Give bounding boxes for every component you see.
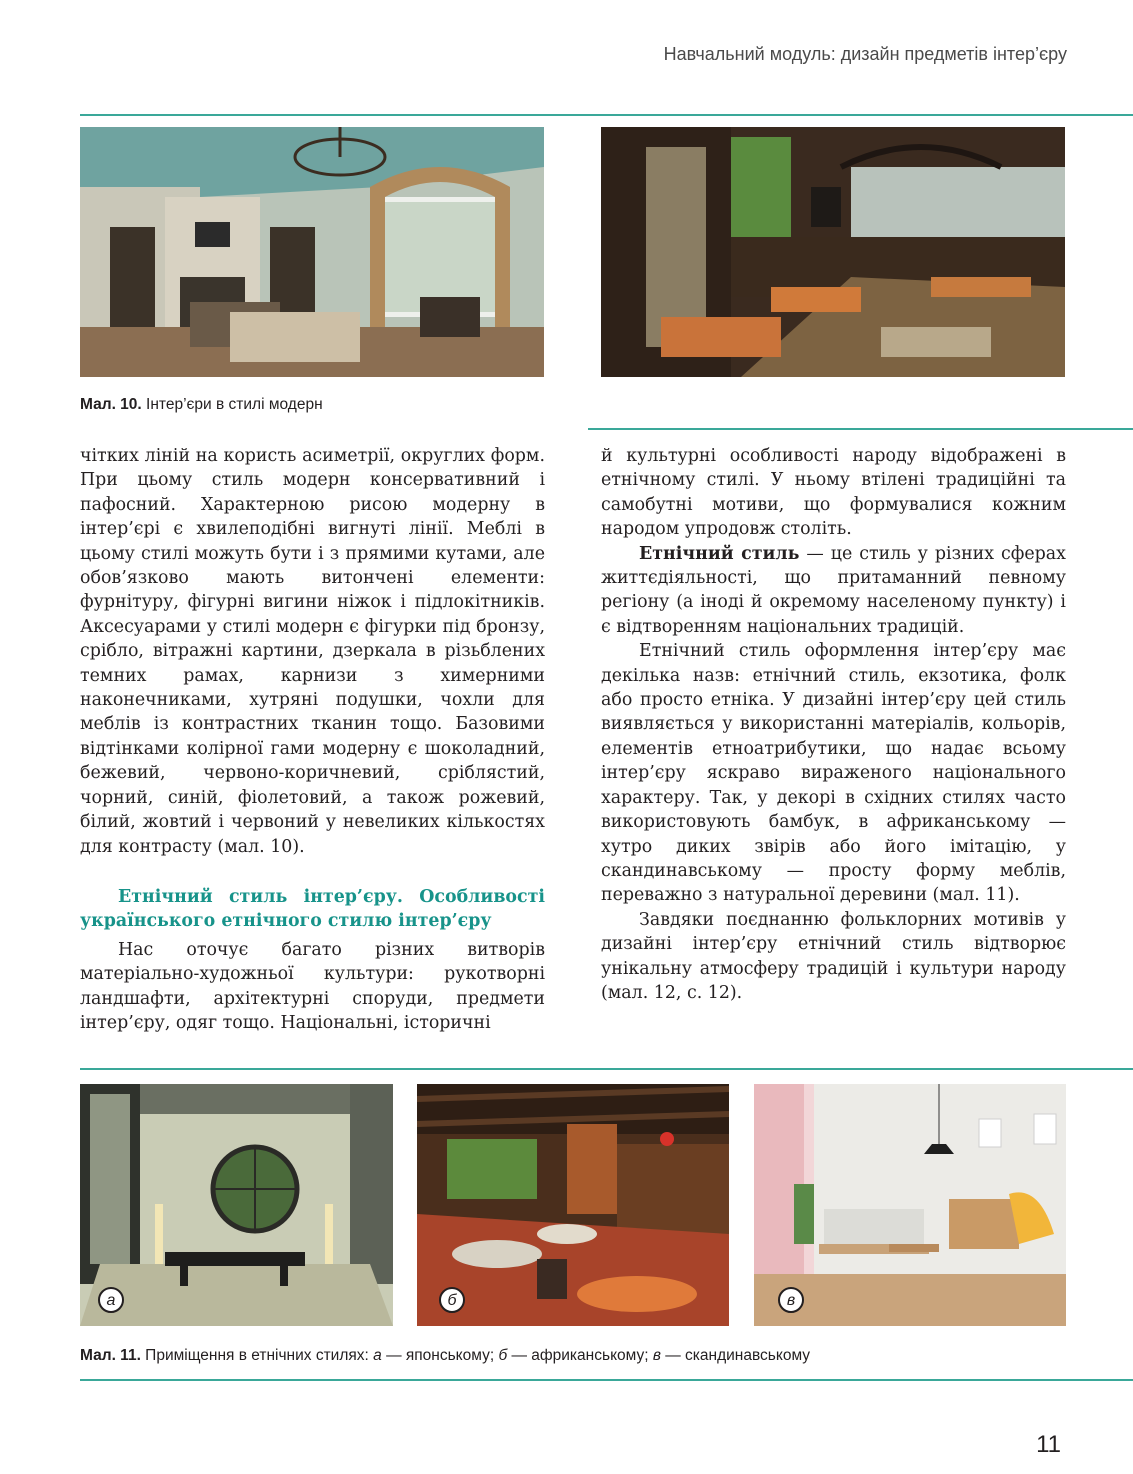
african-style-restaurant-photo [417,1084,729,1326]
figure-10-caption [80,396,323,414]
text-column-right [601,444,1066,1005]
figure-11-caption-b-post: — африканському; [507,1347,653,1364]
figure-10-caption-text: Інтер’єри в стилі модерн [141,396,323,413]
figure-11-top-divider [80,1068,1133,1070]
modern-interior-photo-living-room [80,127,544,377]
page-number: 11 [1036,1431,1061,1458]
definition-text: — це стиль у різних сферах життєдіяльності, що притаманний певному регіону (а іноді й окремому населеному пункту) і є відтворенням національних традицій. [601,543,1066,637]
running-header: Навчальний модуль: дизайн предметів інтер’єру [663,44,1067,64]
paragraph-ethnic-names: Етнічний стиль оформлення інтер’єру має декілька назв: етнічний стиль, екзотика, фолк або просто етніка. У дизайні інтер’єру цей стиль виявляється у використанні матеріалів, кольорів, елементів етноатрибутики, що надає всьому інтер’єру яскраво вираженого національного характеру. Так, у декорі в східних стилях часто використовують бамбук, в африканському — хутро диких звірів або його імітацію, у скандинавському — просту форму меблів, переважно з натуральної деревини (мал. 11). [601,641,1066,906]
column-divider [588,428,1133,430]
badge-c: в [778,1287,804,1313]
figure-11-caption-c: в [652,1347,661,1364]
japanese-style-room-photo [80,1084,393,1326]
bottom-divider [80,1379,1133,1381]
figure-11-caption-b: б [498,1347,508,1364]
figure-11-caption-a-post: — японському; [381,1347,499,1364]
paragraph-modern-description: чітких ліній на користь асиметрії, округлих форм. При цьому стиль модерн консервативний і пафосний. Характерною рисою модерну в інтер’єрі є хвилеподібні вигнуті лінії. Меблі в цьому стилі можуть бути і з прямими кутами, але обов’язково мають витончені елементи: фурнітуру, фігурні вигини ніжок і підлокітників. Аксесуарами у стилі модерн є фігурки під бронзу, срібло, вітражні картини, дзеркала в різьблених темних рамах, карнизи з химерними наконечниками, хутряні подушки, чохли для меблів із контрастних тканин тощо. Базовими відтінками колірної гами модерну є шоколадний, бежевий, червоно-коричневий, сріблястий, чорний, синій, фіолетовий, а також рожевий, білий, жовтий і червоний у невеликих кількостях для контрасту (мал. 10). [80,446,545,857]
badge-b: б [439,1287,465,1313]
figure-11-caption-label: Мал. 11. [80,1347,141,1364]
paragraph-culture-intro: Нас оточує багато різних витворів матеріально-художньої культури: рукотворні ландшафти, архітектурні споруди, предмети інтер’єру, одяг тощо. Національні, історичні [80,939,545,1033]
badge-a: а [98,1287,124,1313]
figure-11-caption-c-post: — скандинавському [660,1347,811,1364]
modern-interior-photo-cafe [601,127,1065,377]
figure-11-caption-pre: Приміщення в етнічних стилях: [140,1347,374,1364]
figure-11-caption [80,1347,810,1365]
paragraph-ethnic-atmosphere: Завдяки поєднанню фольклорних мотивів у дизайні інтер’єру етнічний стиль відтворює унікальну атмосферу традицій і культури народу (мал. 12, с. 12). [601,909,1066,1003]
scandinavian-style-room-photo [754,1084,1066,1326]
top-divider [80,114,1133,116]
figure-11-caption-a: а [373,1347,382,1364]
text-column-left [80,444,545,1035]
figure-10-caption-label: Мал. 10. [80,396,142,413]
paragraph-ethnic-continuation: й культурні особливості народу відображені в етнічному стилі. У ньому втілені традиційні та самобутні мотиви, що формувалися кожним народом упродовж століть. [601,446,1066,540]
section-subheading: Етнічний стиль інтер’єру. Особливості українського етнічного стилю інтер’єру [80,886,545,932]
paragraph-ethnic-definition [601,542,1066,640]
term-ethnic-style: Етнічний стиль [639,543,800,564]
